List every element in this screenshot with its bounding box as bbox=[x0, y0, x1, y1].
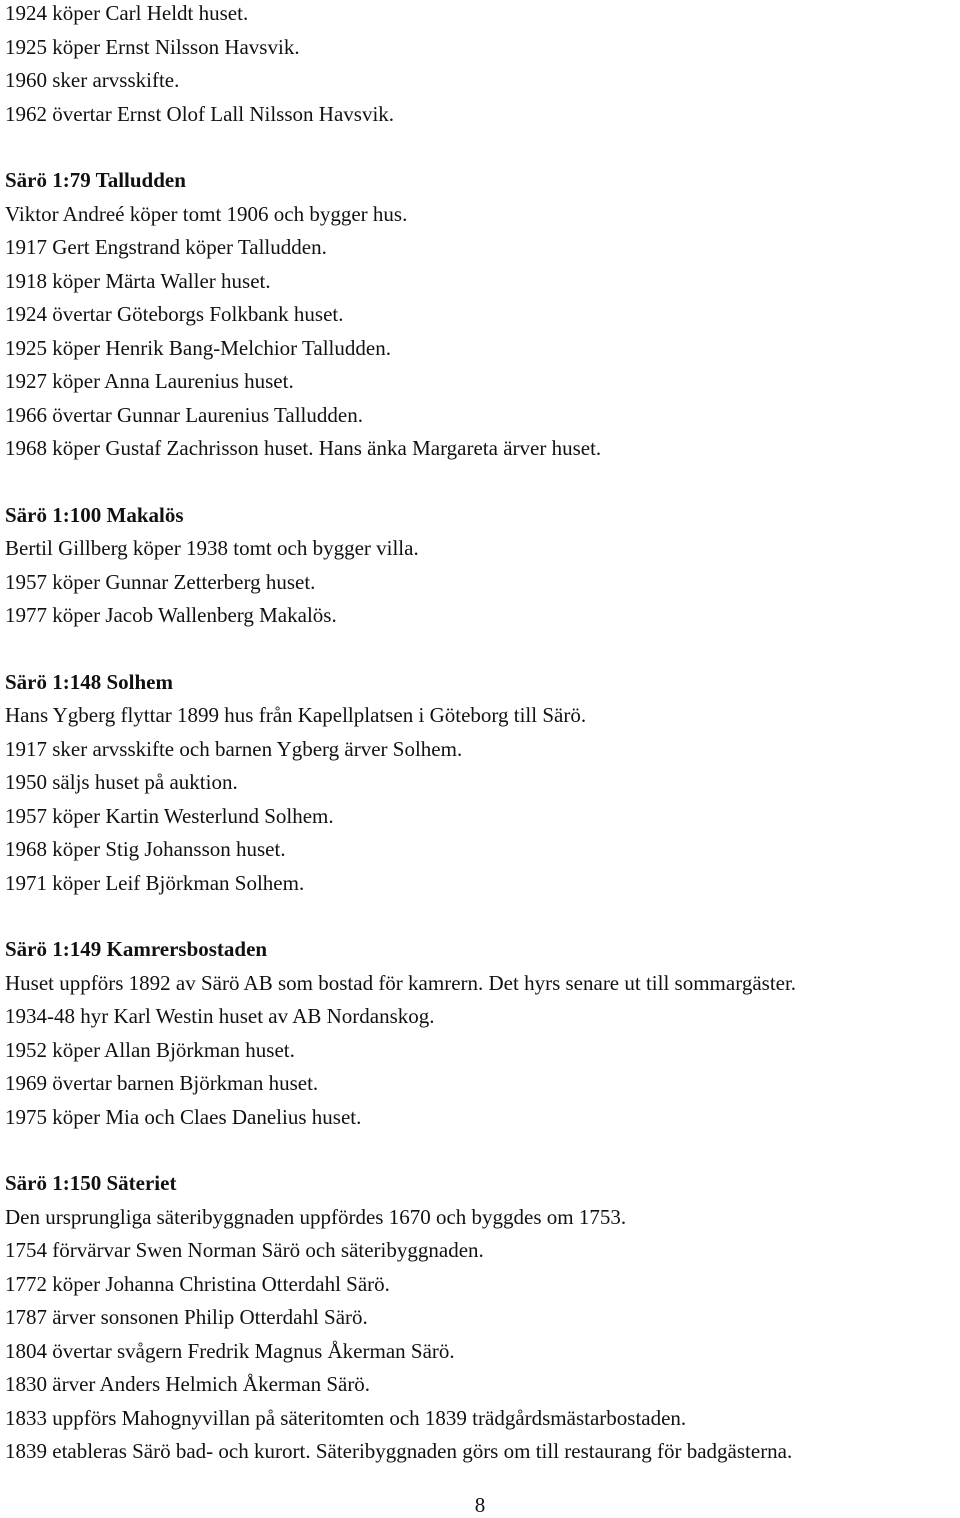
text-line: 1830 ärver Anders Helmich Åkerman Särö. bbox=[5, 1372, 371, 1396]
text-line: 1960 sker arvsskifte. bbox=[5, 68, 180, 92]
section-heading: Särö 1:79 Talludden bbox=[5, 168, 186, 192]
text-line: 1957 köper Gunnar Zetterberg huset. bbox=[5, 569, 316, 594]
text-line: Huset uppförs 1892 av Särö AB som bostad för kamrern. Det hyrs senare ut till sommargäster. bbox=[5, 970, 797, 995]
section-solhem bbox=[5, 669, 955, 904]
section-heading: Särö 1:149 Kamrersbostaden bbox=[5, 937, 268, 961]
text-line: 1772 köper Johanna Christina Otterdahl Särö. bbox=[5, 1271, 390, 1296]
text-line: 1957 köper Kartin Westerlund Solhem. bbox=[5, 803, 334, 828]
text-line: 1950 säljs huset på auktion. bbox=[5, 770, 238, 794]
text-line: 1839 etableras Särö bad- och kurort. Säteribyggnaden görs om till restaurang för badgästerna. bbox=[5, 1439, 793, 1463]
text-line: 1968 köper Gustaf Zachrisson huset. Hans änka Margareta ärver huset. bbox=[5, 436, 602, 460]
text-line: 1977 köper Jacob Wallenberg Makalös. bbox=[5, 603, 337, 627]
text-line: 1917 sker arvsskifte och barnen Ygberg ärver Solhem. bbox=[5, 736, 463, 761]
text-line: 1927 köper Anna Laurenius huset. bbox=[5, 369, 294, 393]
text-line: Hans Ygberg flyttar 1899 hus från Kapellplatsen i Göteborg till Särö. bbox=[5, 703, 587, 727]
text-line: 1966 övertar Gunnar Laurenius Talludden. bbox=[5, 402, 363, 427]
text-line: Viktor Andreé köper tomt 1906 och bygger hus. bbox=[5, 201, 408, 226]
text-line: 1754 förvärvar Swen Norman Särö och säteribyggnaden. bbox=[5, 1238, 484, 1262]
text-line: 1925 köper Ernst Nilsson Havsvik. bbox=[5, 34, 300, 59]
text-line: 1925 köper Henrik Bang-Melchior Talludden. bbox=[5, 335, 391, 360]
section-talludden bbox=[5, 167, 955, 469]
text-line: 1975 köper Mia och Claes Danelius huset. bbox=[5, 1104, 362, 1129]
text-line: 1917 Gert Engstrand köper Talludden. bbox=[5, 235, 327, 259]
section-heading: Särö 1:148 Solhem bbox=[5, 669, 173, 694]
document-page bbox=[5, 0, 955, 1472]
text-line: Bertil Gillberg köper 1938 tomt och bygger villa. bbox=[5, 536, 419, 560]
page-number: 8 bbox=[474, 1493, 486, 1517]
section-kamrersbostaden bbox=[5, 936, 955, 1137]
text-line: 1924 övertar Göteborgs Folkbank huset. bbox=[5, 302, 344, 326]
section-makalos bbox=[5, 502, 955, 636]
section-heading: Särö 1:150 Säteriet bbox=[5, 1171, 177, 1195]
text-line: 1804 övertar svågern Fredrik Magnus Åkerman Särö. bbox=[5, 1338, 455, 1363]
text-line: 1962 övertar Ernst Olof Lall Nilsson Havsvik. bbox=[5, 101, 395, 126]
section-heading: Särö 1:100 Makalös bbox=[5, 502, 184, 527]
text-line: 1934-48 hyr Karl Westin huset av AB Nordanskog. bbox=[5, 1004, 435, 1028]
section-sateriet bbox=[5, 1170, 955, 1472]
text-line: 1969 övertar barnen Björkman huset. bbox=[5, 1071, 319, 1095]
text-line: 1833 uppförs Mahognyvillan på säteritomten och 1839 trädgårdsmästarbostaden. bbox=[5, 1405, 687, 1430]
text-line: 1918 köper Märta Waller huset. bbox=[5, 268, 271, 293]
text-line: Den ursprungliga säteribyggnaden uppfördes 1670 och byggdes om 1753. bbox=[5, 1204, 627, 1229]
text-line: 1787 ärver sonsonen Philip Otterdahl Särö. bbox=[5, 1305, 368, 1329]
text-line: 1952 köper Allan Björkman huset. bbox=[5, 1037, 295, 1062]
text-line: 1968 köper Stig Johansson huset. bbox=[5, 837, 286, 861]
intro-block bbox=[5, 0, 955, 134]
text-line: 1971 köper Leif Björkman Solhem. bbox=[5, 870, 305, 895]
text-line: 1924 köper Carl Heldt huset. bbox=[5, 1, 249, 25]
